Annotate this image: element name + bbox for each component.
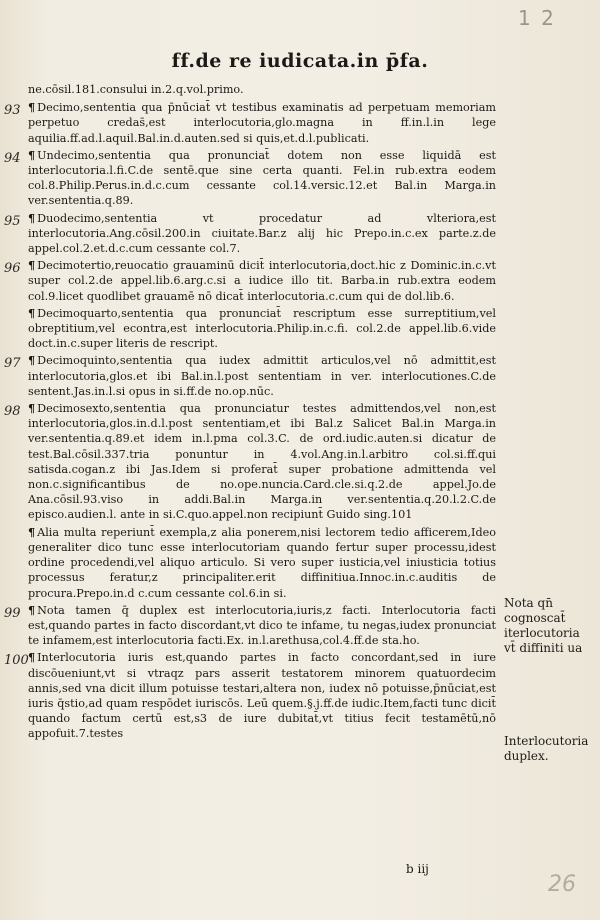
paragraph-text: ne.cōsil.181.consului in.2.q.vol.primo. <box>28 83 244 96</box>
margin-note <box>504 596 594 664</box>
margin-note <box>504 734 594 772</box>
paragraph <box>4 602 496 649</box>
pilcrow-icon: ¶ <box>28 258 36 273</box>
pilcrow-icon: ¶ <box>28 353 36 368</box>
paragraph-number: 93 <box>4 103 21 119</box>
paragraph-number: 99 <box>4 605 21 621</box>
paragraph-number: 94 <box>4 150 21 166</box>
paragraph-number: 100 <box>4 653 29 669</box>
paragraph-number: 96 <box>4 261 21 277</box>
paragraph-text: Nota tamen q̄ duplex est interlocutoria,iuris,z facti. Interlocutoria facti est,quando partes in facto discordant,vt dico te infame, tu negas,iudex pronunciat te infamem,est interlocutoria facti.Ex. in.l.arethusa,col.4.ff.de sta.ho. <box>28 603 496 648</box>
pilcrow-icon: ¶ <box>28 100 36 115</box>
paragraph-text: Decimoquinto,sententia qua iudex admittit articulos,vel nō admittit,est interlocutoria,glos.et ibi Bal.in.l.post sententiam in ver. interlocutiones.C.de sentent.Jas.in.l.si opus in si.ff.de no.op.nūc. <box>28 354 496 398</box>
paragraph <box>28 82 496 97</box>
handwritten-mark: 26 <box>548 872 576 897</box>
pilcrow-icon: ¶ <box>28 602 36 617</box>
paragraph-number: 95 <box>4 213 21 229</box>
paragraph-text: Duodecimo,sententia vt procedatur ad vlteriora,est interlocutoria.Ang.cōsil.200.in ciuitate.Bar.z alij hic Prepo.in.c.ex parte.z.de appel.col.2.et.d.c.cum cessante col.7. <box>28 211 496 256</box>
running-title: ff.de re iudicata.in p̄fa. <box>171 50 429 72</box>
paragraph-text: Interlocutoria iuris est,quando partes in facto concordant,sed in iure discōueniunt,vt si vtraqz pars asserit testatorem minorem quatuordecim annis,sed vna dicit illum potuisse testari,altera non, iudex nō potuisse,p̄nūciat,est iuris q̄stio,ad quam respōdet iuriscōs. Leū quem.§.j.ff.de iudic.Item,facti tunc dicit̄ quando factum certū est,s3 de iure dubitat̄,vt titius fecit testamētū,nō appofuit.7.testes <box>28 651 496 741</box>
signature-mark: b iij <box>406 862 429 876</box>
pilcrow-icon: ¶ <box>28 147 36 162</box>
paragraph <box>28 306 496 352</box>
paragraph-text: Decimosexto,sententia qua pronunciatur testes admittendos,vel non,est interlocutoria,glos.in.d.l.post sententiam,et ibi Bal.z Salicet Bal.in Marga.in ver.sententia.q.89.et idem in.l.pma col.3.C. de ord.iudic.auten.si dicatur de test.Bal.cōsil.337.tria ponuntur in 4.vol.Ang.in.l.arbitro col.si.ff.qui satisda.cogan.z ibi Jas.Idem si proferat̄ super probatione admittenda vel non.c.significantibus de no.ope.nuncia.Card.cle.si.q.2.de appel.Jo.de Ana.cōsil.93.viso in addi.Bal.in Marga.in ver.sententia.q.20.l.2.C.de episco.audien.l. ante in si.C.quo.appel.non recipiunt̄ Guido sing.101 <box>28 402 496 522</box>
paragraph <box>4 210 496 257</box>
paragraph <box>4 258 496 304</box>
paragraph-text: Decimoquarto,sententia qua pronunciat̄ rescriptum esse surreptitium,vel obreptitium,vel econtra,est interlocutoria.Philip.in.c.fi. col.2.de appel.lib.6.vide doct.in.c.super literis de rescript. <box>28 306 496 351</box>
pilcrow-icon: ¶ <box>28 650 36 665</box>
paragraph <box>28 525 496 601</box>
paragraph-text: Decimotertio,reuocatio grauaminū dicit̄ interlocutoria,doct.hic z Dominic.in.c.vt super col.2.de appel.lib.6.arg.c.si a iudice illo tit. Barba.in rub.extra eodem col.9.licet quodlibet grauamē nō dicat̄ interlocutoria.c.cum qui de dol.lib.6. <box>28 259 496 303</box>
paragraph <box>4 353 496 399</box>
paragraph-text: Decimo,sententia qua p̄nūciat̄ vt testibus examinatis ad perpetuam memoriam perpetuo credas̄,est interlocutoria,glo.magna in ff.in.l.in lege aquilia.ff.ad.l.aquil.Bal.in.d.auten.sed si quis,et.d.l.publicati. <box>28 101 496 145</box>
paragraph-number: 97 <box>4 356 21 372</box>
pilcrow-icon: ¶ <box>28 401 36 416</box>
paragraph <box>4 401 496 523</box>
corner-mark: 1 2 <box>518 6 556 30</box>
paragraph-text: Undecimo,sententia qua pronunciat̄ dotem non esse liquidā est interlocutoria.l.fi.C.de sentē.que sine certa quanti. Fel.in rub.extra eodem col.8.Philip.Perus.in.d.c.cum cessante col.14.versic.12.et Bal.in Marga.in ver.sententia.q.89. <box>28 148 496 208</box>
paragraph-text: Alia multa reperiunt̄ exempla,z alia ponerem,nisi lectorem tedio afficerem,Ideo generaliter dico tunc esse interlocutoriam quando fertur super processu,idest ordine procedendi,vel aliquo articulo. Si vero super iusticia,vel iniusticia totius processus feratur,z principaliter.erit diffinitiua.Innoc.in.c.auditis de procura.Prepo.in.d c.cum cessante col.6.in si. <box>28 525 496 600</box>
pilcrow-icon: ¶ <box>28 524 36 539</box>
margin-note-text: Nota qn̄ cognoscat̄ iterlocutoria vt̄ diffiniti ua <box>504 596 583 655</box>
paragraph-number: 98 <box>4 404 21 420</box>
paragraph <box>4 147 496 209</box>
pilcrow-icon: ¶ <box>28 305 36 320</box>
paragraph <box>4 100 496 146</box>
margin-note-text: Interlocutoria duplex. <box>504 734 589 763</box>
paragraph <box>4 650 496 741</box>
main-text-column <box>4 82 496 744</box>
pilcrow-icon: ¶ <box>28 210 36 225</box>
